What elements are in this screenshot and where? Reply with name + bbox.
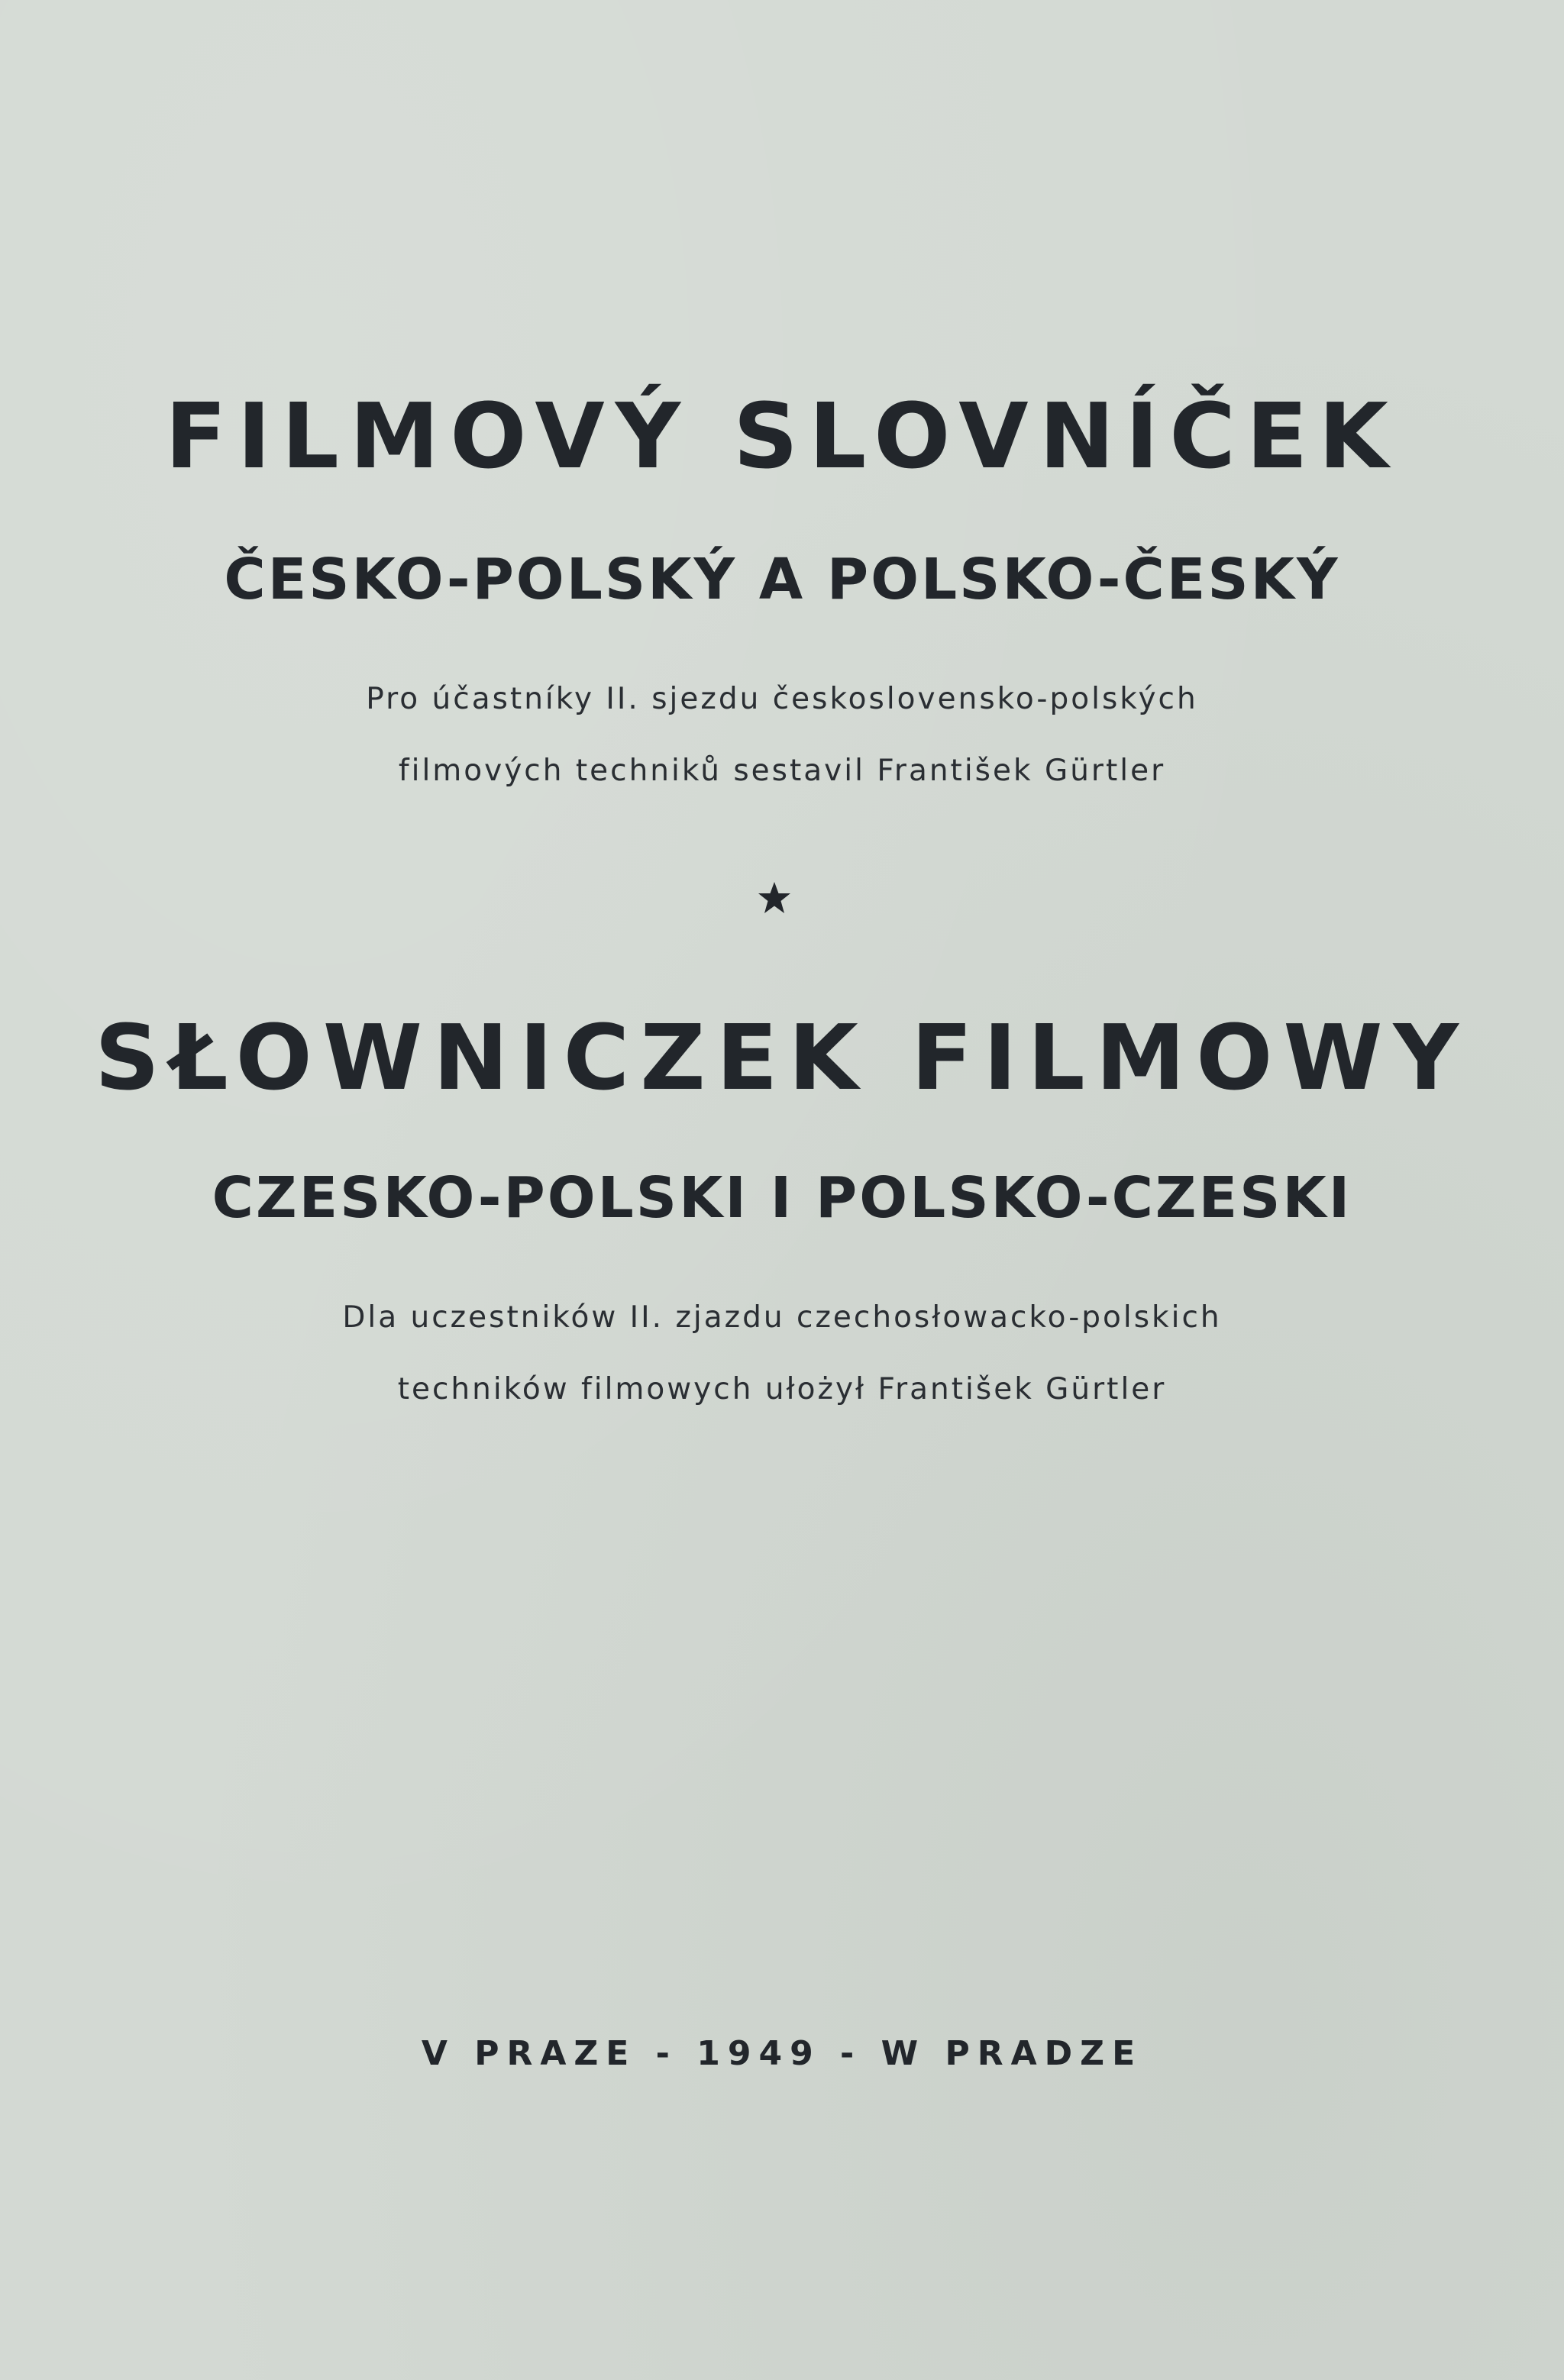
polish-title: SŁOWNICZEK FILMOWY bbox=[94, 1005, 1469, 1110]
polish-credit-line-1: Dla uczestników II. zjazdu czechosłowacko-polskich bbox=[342, 1300, 1222, 1335]
czech-credit-line-1: Pro účastníky II. sjezdu československo-polských bbox=[366, 682, 1198, 716]
polish-subtitle: CZESKO-POLSKI I POLSKO-CZESKI bbox=[212, 1165, 1352, 1231]
imprint-line: V PRAZE - 1949 - W PRADZE bbox=[421, 2034, 1143, 2073]
czech-subtitle: ČESKO-POLSKÝ A POLSKO-ČESKÝ bbox=[224, 547, 1340, 612]
czech-title: FILMOVÝ SLOVNÍČEK bbox=[165, 383, 1399, 489]
polish-credit-line-2: techników filmowych ułożył František Gürtler bbox=[397, 1372, 1167, 1406]
star-icon bbox=[756, 880, 793, 916]
czech-credit-line-2: filmových techniků sestavil František Gürtler bbox=[398, 754, 1166, 788]
